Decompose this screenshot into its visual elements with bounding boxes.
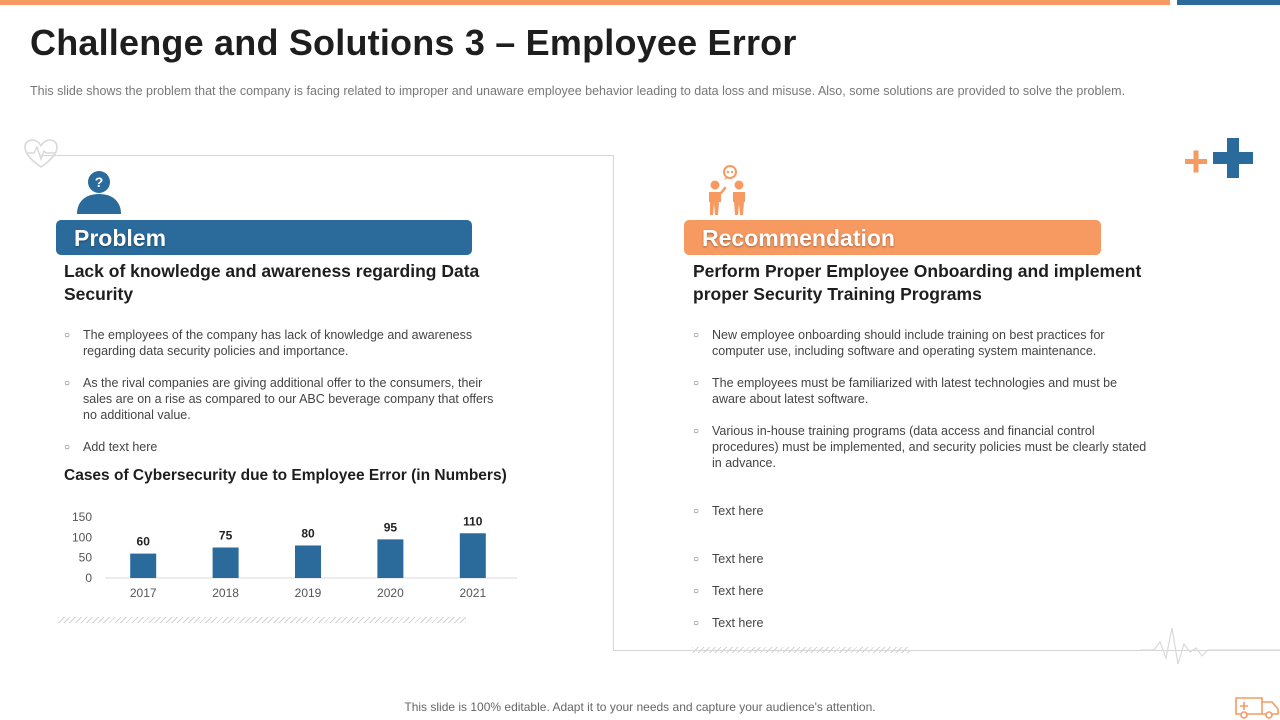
chart-y-tick-label: 50 (78, 550, 92, 565)
hatch-decoration-left (58, 617, 466, 623)
recommendation-heading: Perform Proper Employee Onboarding and implement proper Security Training Programs (693, 261, 1142, 304)
chart-x-tick-label: 2018 (212, 586, 239, 600)
discussion-people-icon (703, 164, 753, 216)
problem-bullet: ○ The employees of the company has lack of knowledge and awareness regarding data security policies and importance. (64, 327, 504, 359)
recommendation-bullet: ○ New employee onboarding should include training on best practices for computer use, including software and operating system maintenance. (693, 327, 1153, 359)
chart-bar (377, 539, 403, 578)
svg-text:?: ? (94, 174, 104, 190)
recommendation-bullet: ○ The employees must be familiarized with latest technologies and must be aware about latest software. (693, 375, 1153, 407)
chart-data-label: 110 (463, 514, 483, 529)
recommendation-bullet: ○ Various in-house training programs (data access and financial control procedures) must be implemented, and security policies must be clearly stated in advance. (693, 423, 1153, 471)
top-accent-bar-blue (1177, 0, 1280, 5)
chart-data-label: 95 (383, 520, 398, 535)
frame-line-top (40, 155, 614, 156)
chart-title: Cases of Cybersecurity due to Employee Error (in Numbers) (64, 467, 507, 484)
recommendation-bullet: ○ Text here (693, 615, 763, 631)
top-accent-bar-orange (0, 0, 1170, 5)
chart-data-label: 80 (301, 526, 315, 541)
chart-x-tick-label: 2017 (129, 586, 157, 600)
recommendation-bullet: ○ Text here (693, 551, 763, 567)
chart-x-tick-label: 2021 (459, 586, 487, 600)
hatch-decoration-right (692, 647, 910, 653)
problem-heading: Lack of knowledge and awareness regarding Data Security (64, 261, 480, 304)
medical-plus-icon (1182, 136, 1256, 180)
chart-data-label: 75 (218, 528, 233, 543)
footer-note: This slide is 100% editable. Adapt it to your needs and capture your audience's attention. (404, 700, 876, 714)
chart-x-tick-label: 2019 (294, 586, 322, 600)
chart-data-label: 60 (136, 534, 150, 549)
chart-bar (295, 545, 321, 578)
question-person-icon (74, 168, 124, 214)
employee-error-bar-chart (60, 505, 530, 610)
chart-bar (213, 548, 239, 579)
chart-y-tick-label: 150 (71, 510, 92, 524)
chart-bar (130, 554, 156, 578)
problem-bullet: ○ Add text here (64, 439, 157, 455)
chart-x-tick-label: 2020 (377, 586, 404, 600)
slide-title: Challenge and Solutions 3 – Employee Error (30, 22, 797, 63)
problem-banner: Problem (56, 220, 472, 255)
chart-bar (460, 533, 486, 578)
problem-bullet: ○ As the rival companies are giving additional offer to the consumers, their sales are on a rise as compared to our ABC beverage company that offers no additional value. (64, 375, 504, 423)
recommendation-bullet: ○ Text here (693, 503, 763, 519)
slide-subtitle: This slide shows the problem that the company is facing related to improper and unaware employee behavior leading to data loss and misuse. Also, some solutions are provided to solve the problem. (30, 84, 1126, 98)
recommendation-bullet: ○ Text here (693, 583, 763, 599)
chart-y-tick-label: 0 (85, 571, 92, 585)
chart-y-tick-label: 100 (71, 530, 92, 545)
frame-line-divider (613, 155, 614, 651)
recommendation-banner: Recommendation (684, 220, 1101, 255)
heart-pulse-icon (23, 138, 59, 170)
pulse-line-icon (1140, 622, 1280, 668)
